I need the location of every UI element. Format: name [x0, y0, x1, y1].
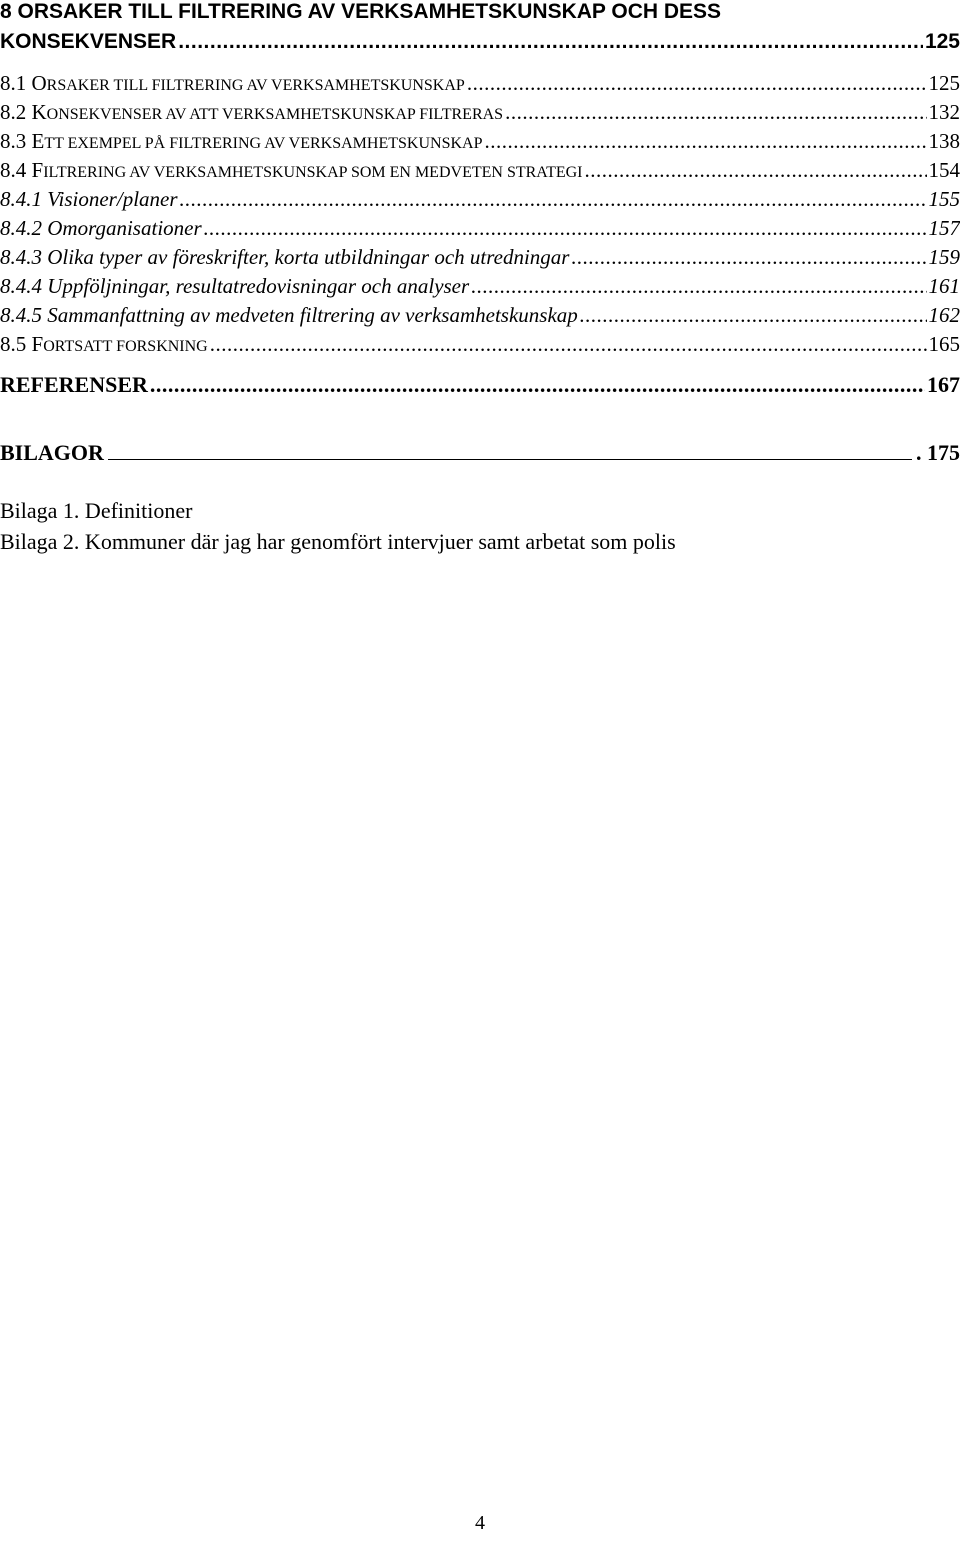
- toc-section-label: 8.3 ETT EXEMPEL PÅ FILTRERING AV VERKSAMHETSKUNSKAP: [0, 129, 483, 153]
- toc-subsection-label: 8.4.1 Visioner/planer: [0, 187, 178, 211]
- toc-chapter-8-line1: [0, 0, 960, 25]
- toc-subsection-label: 8.4.5 Sammanfattning av medveten filtrering av verksamhetskunskap: [0, 303, 578, 327]
- toc-section-label: 8.1 ORSAKER TILL FILTRERING AV VERKSAMHETSKUNSKAP: [0, 71, 465, 95]
- toc-leader-dots: [178, 29, 923, 55]
- toc-references-label: REFERENSER: [0, 372, 148, 397]
- toc-leader-dots: [467, 70, 927, 96]
- toc-section-8-1: [0, 70, 960, 99]
- toc-page-number: 159: [928, 245, 960, 269]
- toc-page-number: 125: [924, 30, 960, 53]
- toc-chapter-8-line2: [0, 29, 960, 55]
- toc-subsection-8-4-3: [0, 244, 960, 270]
- toc-section-label: 8.4 FILTRERING AV VERKSAMHETSKUNSKAP SOM EN MEDVETEN STRATEGI: [0, 158, 583, 182]
- toc-chapter-8-title-cont: KONSEKVENSER: [0, 30, 177, 53]
- toc-subsection-8-4-4: [0, 273, 960, 299]
- toc-appendices-label: BILAGOR: [0, 440, 104, 465]
- toc-leader-dots: [585, 157, 927, 183]
- appendix-item-2: Bilaga 2. Kommuner där jag har genomfört intervjuer samt arbetat som polis: [0, 529, 676, 554]
- toc-page-number: 132: [928, 100, 960, 124]
- toc-leader-dots: [210, 331, 927, 357]
- toc-section-8-2: [0, 99, 960, 128]
- toc-section-label: 8.5 FORTSATT FORSKNING: [0, 332, 208, 356]
- toc-chapter-8-title: 8 ORSAKER TILL FILTRERING AV VERKSAMHETSKUNSKAP OCH DESS: [0, 0, 722, 23]
- toc-references: [0, 372, 960, 398]
- toc-subsection-label: 8.4.4 Uppföljningar, resultatredovisningar och analyser: [0, 274, 470, 298]
- toc-section-8-4: [0, 157, 960, 186]
- toc-leader-dots: [204, 215, 927, 241]
- toc-leader-dots: [580, 302, 927, 328]
- toc-section-8-3: [0, 128, 960, 157]
- toc-page-number: 155: [928, 187, 960, 211]
- toc-page-number: . 175: [916, 440, 960, 465]
- toc-page-number: 161: [928, 274, 960, 298]
- toc-appendices: [0, 440, 960, 466]
- toc-section-8-5: [0, 331, 960, 360]
- toc-subsection-8-4-2: [0, 215, 960, 241]
- page-number: 4: [475, 1512, 485, 1534]
- toc-page-number: 154: [928, 158, 960, 182]
- toc-page-number: 165: [928, 332, 960, 356]
- toc-subsection-8-4-1: [0, 186, 960, 212]
- toc-leader-dots: [180, 186, 927, 212]
- toc-subsection-8-4-5: [0, 302, 960, 328]
- toc-page-number: 157: [928, 216, 960, 240]
- toc-subsection-label: 8.4.3 Olika typer av föreskrifter, korta utbildningar och utredningar: [0, 245, 570, 269]
- toc-subsection-label: 8.4.2 Omorganisationer: [0, 216, 202, 240]
- toc-leader-dots: [505, 99, 926, 125]
- toc-leader-line: [108, 458, 912, 460]
- toc-page-number: 138: [928, 129, 960, 153]
- toc-leader-dots: [150, 372, 925, 398]
- toc-leader-dots: [571, 244, 926, 270]
- toc-leader-dots: [471, 273, 926, 299]
- toc-leader-dots: [484, 128, 926, 154]
- toc-section-label: 8.2 KONSEKVENSER AV ATT VERKSAMHETSKUNSKAP FILTRERAS: [0, 100, 504, 124]
- toc-page-number: 162: [928, 303, 960, 327]
- appendix-item-1: Bilaga 1. Definitioner: [0, 498, 193, 523]
- toc-page-number: 125: [928, 71, 960, 95]
- toc-page-number: 167: [927, 372, 960, 397]
